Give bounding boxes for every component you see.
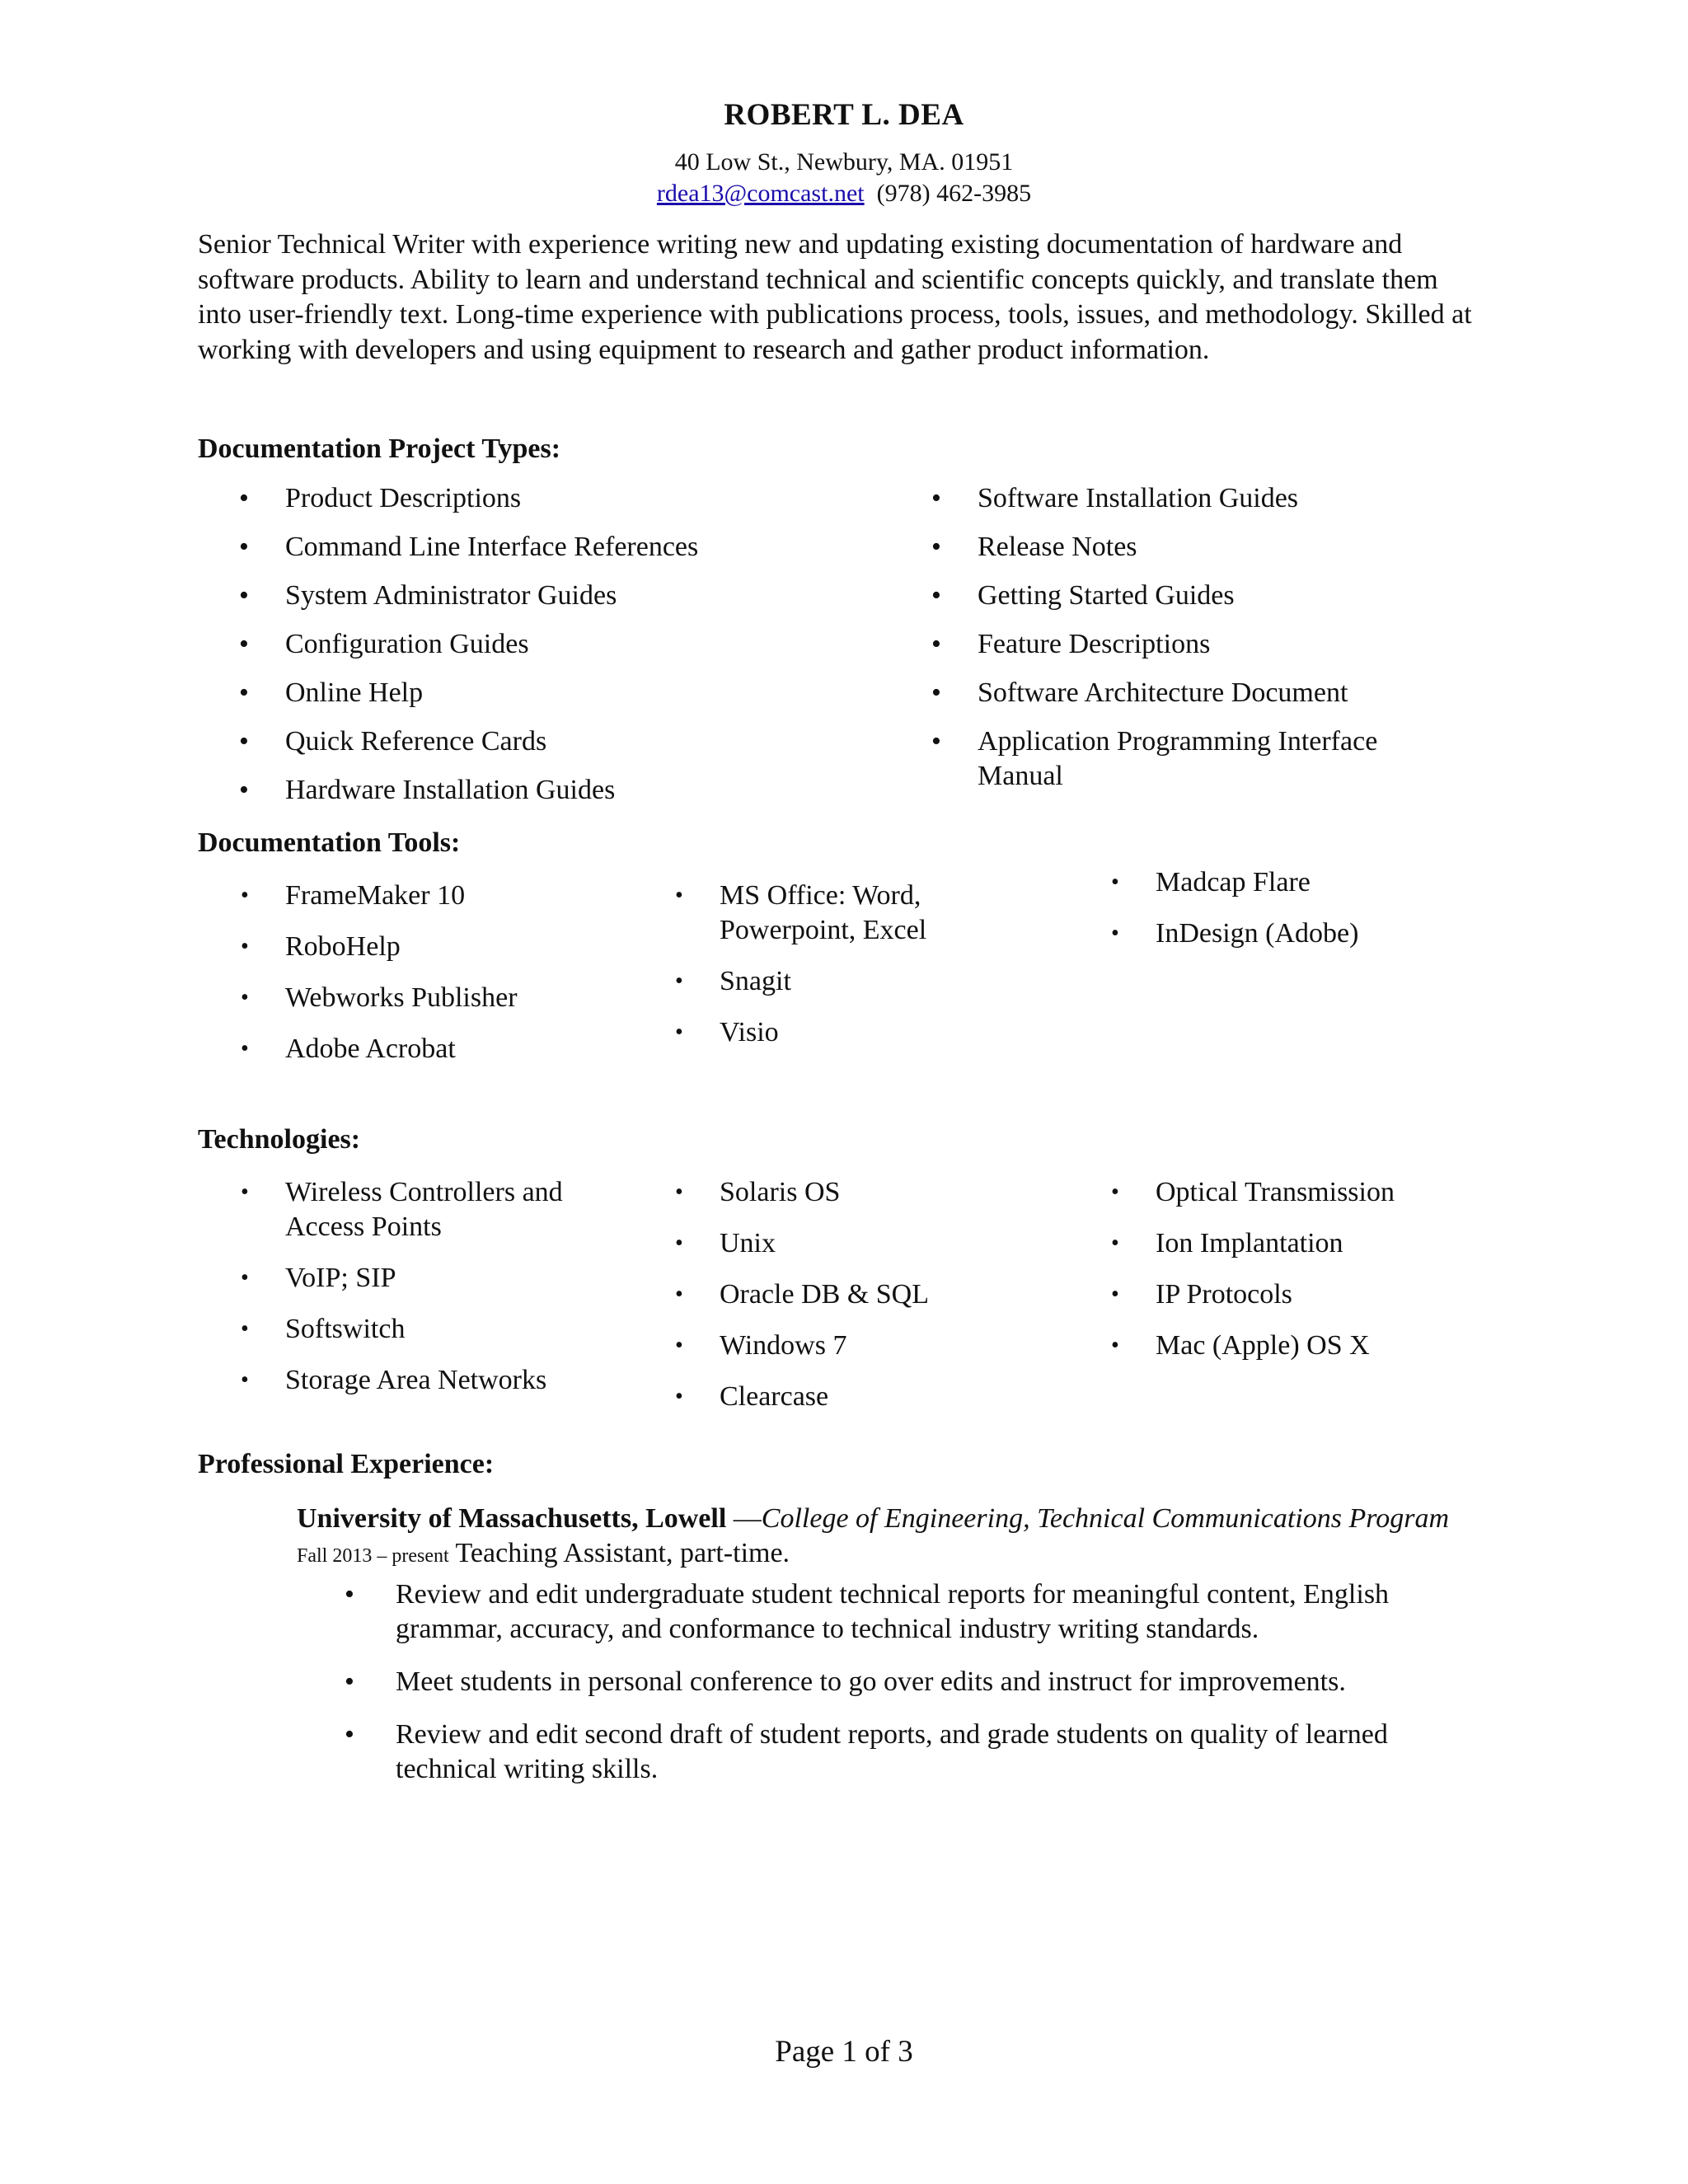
list-item: • Review and edit second draft of student reports, and grade students on quality of learned technical writing skills. — [297, 1718, 1484, 1787]
list-item: • Snagit — [632, 964, 995, 999]
list-item: • Review and edit undergraduate student technical reports for meaningful content, English grammar, accuracy, and conformance to technical industry writing standards. — [297, 1577, 1484, 1647]
list-item: • Visio — [632, 1015, 995, 1050]
list-item: • Product Descriptions — [198, 481, 857, 516]
list-item: • Madcap Flare — [1068, 865, 1497, 900]
tools-list-col3 — [1068, 865, 1497, 968]
list-item: • Release Notes — [890, 530, 1467, 565]
technologies-list-col1 — [198, 1175, 626, 1414]
project-types-list-right — [890, 481, 1467, 808]
list-item: • Software Architecture Document — [890, 676, 1467, 710]
list-item: • Webworks Publisher — [198, 981, 626, 1015]
list-item: • IP Protocols — [1068, 1277, 1513, 1312]
employer-separator: — — [726, 1503, 762, 1534]
technologies-heading: Technologies: — [198, 1124, 361, 1155]
list-item: • MS Office: Word, Powerpoint, Excel — [632, 879, 995, 948]
tools-list-col1 — [198, 879, 626, 1083]
list-item: • Storage Area Networks — [198, 1363, 626, 1398]
list-item: • Oracle DB & SQL — [632, 1277, 1044, 1312]
job-entry-header — [297, 1502, 1484, 1573]
list-item: • InDesign (Adobe) — [1068, 916, 1497, 951]
list-item: • Clearcase — [632, 1380, 1044, 1414]
list-item: • Adobe Acrobat — [198, 1032, 626, 1066]
page-number: Page 1 of 3 — [775, 2035, 913, 2069]
list-item: • System Administrator Guides — [198, 579, 857, 613]
department: College of Engineering, Technical Communications Program — [761, 1503, 1449, 1534]
contact-line — [0, 180, 1688, 208]
phone-number: (978) 462-3985 — [876, 180, 1032, 207]
address: 40 Low St., Newbury, MA. 01951 — [674, 148, 1014, 176]
list-item: • VoIP; SIP — [198, 1261, 626, 1296]
list-item: • FrameMaker 10 — [198, 879, 626, 913]
list-item: • RoboHelp — [198, 930, 626, 964]
email-link[interactable]: rdea13@comcast.net — [656, 180, 865, 207]
job-dates: Fall 2013 – present — [297, 1545, 449, 1567]
tools-heading: Documentation Tools: — [198, 827, 461, 858]
summary-paragraph: Senior Technical Writer with experience writing new and updating existing documentation of hardware and software products. Ability to learn and understand technical and scientific concepts quickly, and translate them into user-friendly text. Long-time experience with publications process, tools, issues, and methodology. Skilled at working with developers and using equipment to research and gather product information. — [198, 229, 1472, 365]
job-duties-list — [297, 1577, 1484, 1805]
list-item: • Ion Implantation — [1068, 1226, 1513, 1261]
tools-list-col2 — [632, 879, 995, 1066]
list-item: • Software Installation Guides — [890, 481, 1467, 516]
list-item: • Mac (Apple) OS X — [1068, 1329, 1513, 1363]
employer-name: University of Massachusetts, Lowell — [297, 1503, 727, 1534]
job-title: Teaching Assistant, part-time. — [455, 1538, 790, 1568]
list-item: • Configuration Guides — [198, 627, 857, 662]
list-item: • Getting Started Guides — [890, 579, 1467, 613]
technologies-list-col2 — [632, 1175, 1044, 1431]
list-item: • Meet students in personal conference to go over edits and instruct for improvements. — [297, 1665, 1484, 1699]
project-types-heading: Documentation Project Types: — [198, 434, 561, 464]
list-item: • Windows 7 — [632, 1329, 1044, 1363]
candidate-name: ROBERT L. DEA — [724, 98, 964, 132]
list-item: • Optical Transmission — [1068, 1175, 1513, 1210]
list-item: • Solaris OS — [632, 1175, 1044, 1210]
list-item: • Unix — [632, 1226, 1044, 1261]
experience-heading: Professional Experience: — [198, 1449, 495, 1479]
list-item: • Command Line Interface References — [198, 530, 857, 565]
list-item: • Application Programming Interface Manual — [890, 724, 1467, 794]
list-item: • Softswitch — [198, 1312, 626, 1347]
list-item: • Hardware Installation Guides — [198, 773, 857, 808]
list-item: • Quick Reference Cards — [198, 724, 857, 759]
list-item: • Wireless Controllers and Access Points — [198, 1175, 626, 1244]
project-types-list-left — [198, 481, 857, 822]
list-item: • Feature Descriptions — [890, 627, 1467, 662]
technologies-list-col3 — [1068, 1175, 1513, 1380]
list-item: • Online Help — [198, 676, 857, 710]
